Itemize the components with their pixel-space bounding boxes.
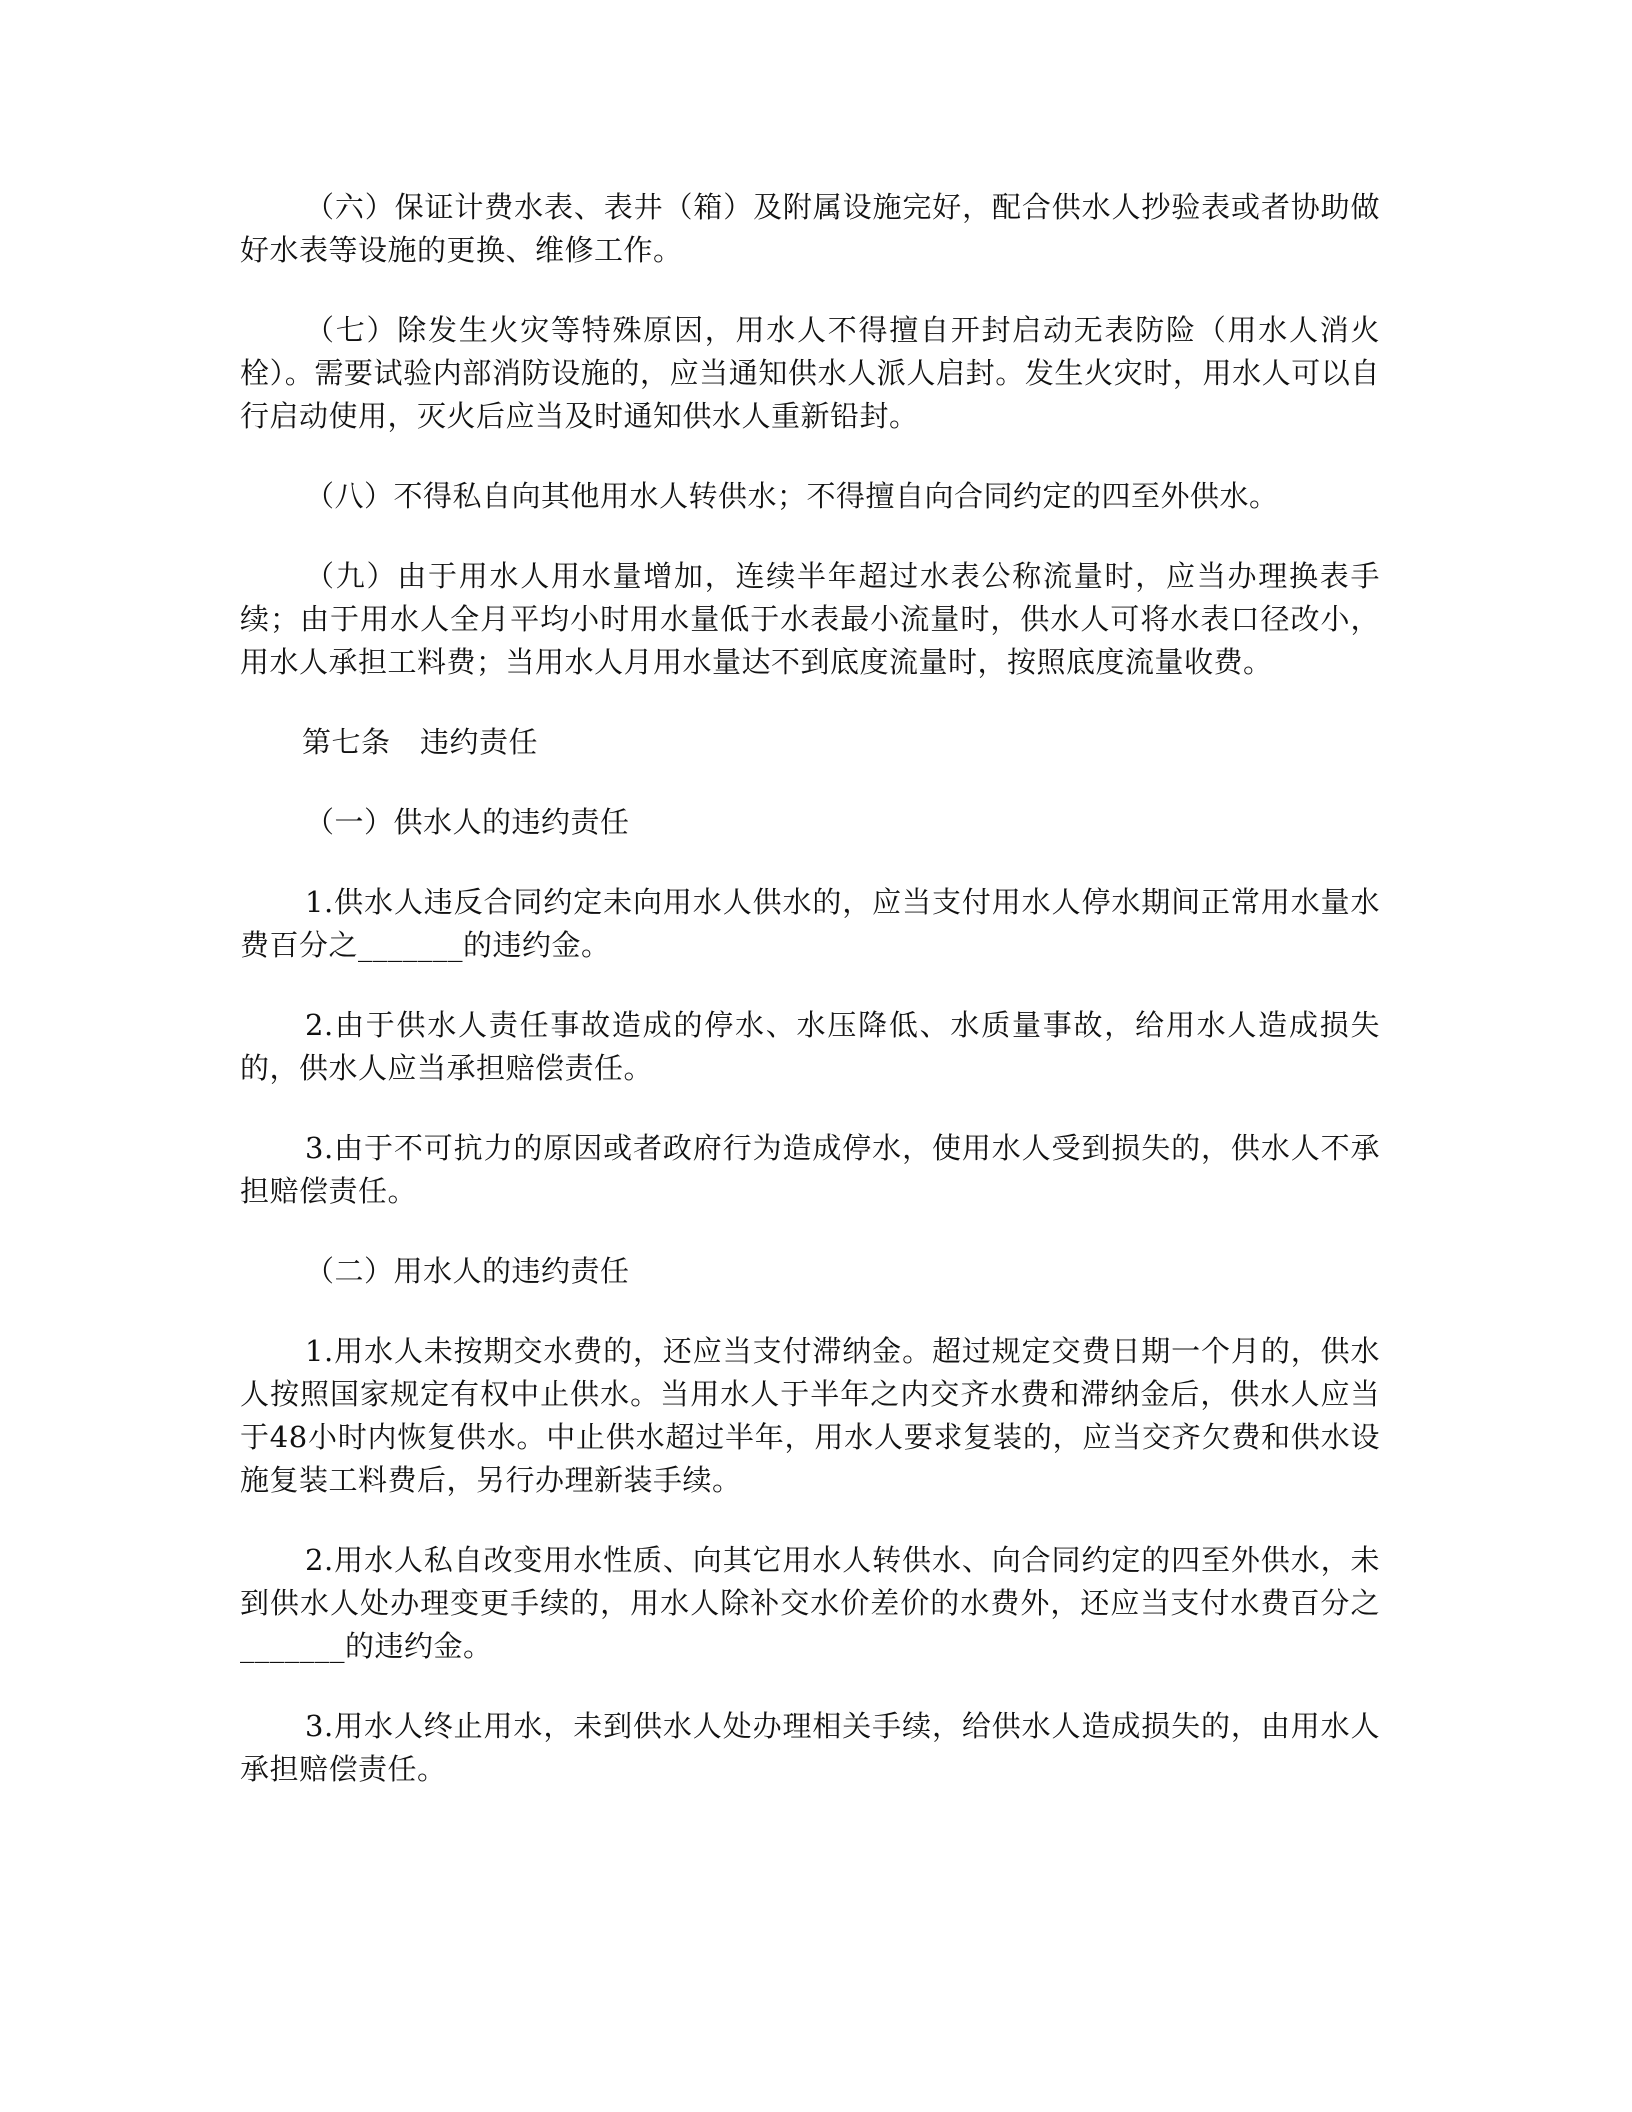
article-7-heading: 第七条 违约责任	[302, 725, 539, 759]
section-1-item-3: 3.由于不可抗力的原因或者政府行为造成停水，使用水人受到损失的，供水人不承担赔偿责任。	[240, 1131, 1380, 1208]
section-1-item-1: 1.供水人违反合同约定未向用水人供水的，应当支付用水人停水期间正常用水量水费百分之_______的违约金。	[240, 885, 1380, 962]
section-1-heading: （一）供水人的违约责任	[305, 805, 630, 839]
section-2-heading: （二）用水人的违约责任	[305, 1254, 630, 1288]
section-1-item-2: 2.由于供水人责任事故造成的停水、水压降低、水质量事故，给用水人造成损失的，供水人应当承担赔偿责任。	[240, 1008, 1380, 1085]
paragraph-clause-6: （六）保证计费水表、表井（箱）及附属设施完好，配合供水人抄验表或者协助做好水表等设施的更换、维修工作。	[240, 190, 1380, 267]
section-2-item-1: 1.用水人未按期交水费的，还应当支付滞纳金。超过规定交费日期一个月的，供水人按照国家规定有权中止供水。当用水人于半年之内交齐水费和滞纳金后，供水人应当于48小时内恢复供水。中止供水超过半年，用水人要求复装的，应当交齐欠费和供水设施复装工料费后，另行办理新装手续。	[240, 1334, 1380, 1497]
section-2-item-3: 3.用水人终止用水，未到供水人处办理相关手续，给供水人造成损失的，由用水人承担赔偿责任。	[240, 1709, 1380, 1786]
section-2-item-2: 2.用水人私自改变用水性质、向其它用水人转供水、向合同约定的四至外供水，未到供水人处办理变更手续的，用水人除补交水价差价的水费外，还应当支付水费百分之_______的违约金。	[240, 1543, 1380, 1663]
paragraph-clause-9: （九）由于用水人用水量增加，连续半年超过水表公称流量时，应当办理换表手续；由于用水人全月平均小时用水量低于水表最小流量时，供水人可将水表口径改小，用水人承担工料费；当用水人月用水量达不到底度流量时，按照底度流量收费。	[240, 559, 1380, 679]
paragraph-clause-8: （八）不得私自向其他用水人转供水；不得擅自向合同约定的四至外供水。	[305, 479, 1279, 513]
paragraph-clause-7: （七）除发生火灾等特殊原因，用水人不得擅自开封启动无表防险（用水人消火栓）。需要试验内部消防设施的，应当通知供水人派人启封。发生火灾时，用水人可以自行启动使用，灭火后应当及时通知供水人重新铅封。	[240, 313, 1380, 433]
document-page	[240, 186, 1380, 1828]
